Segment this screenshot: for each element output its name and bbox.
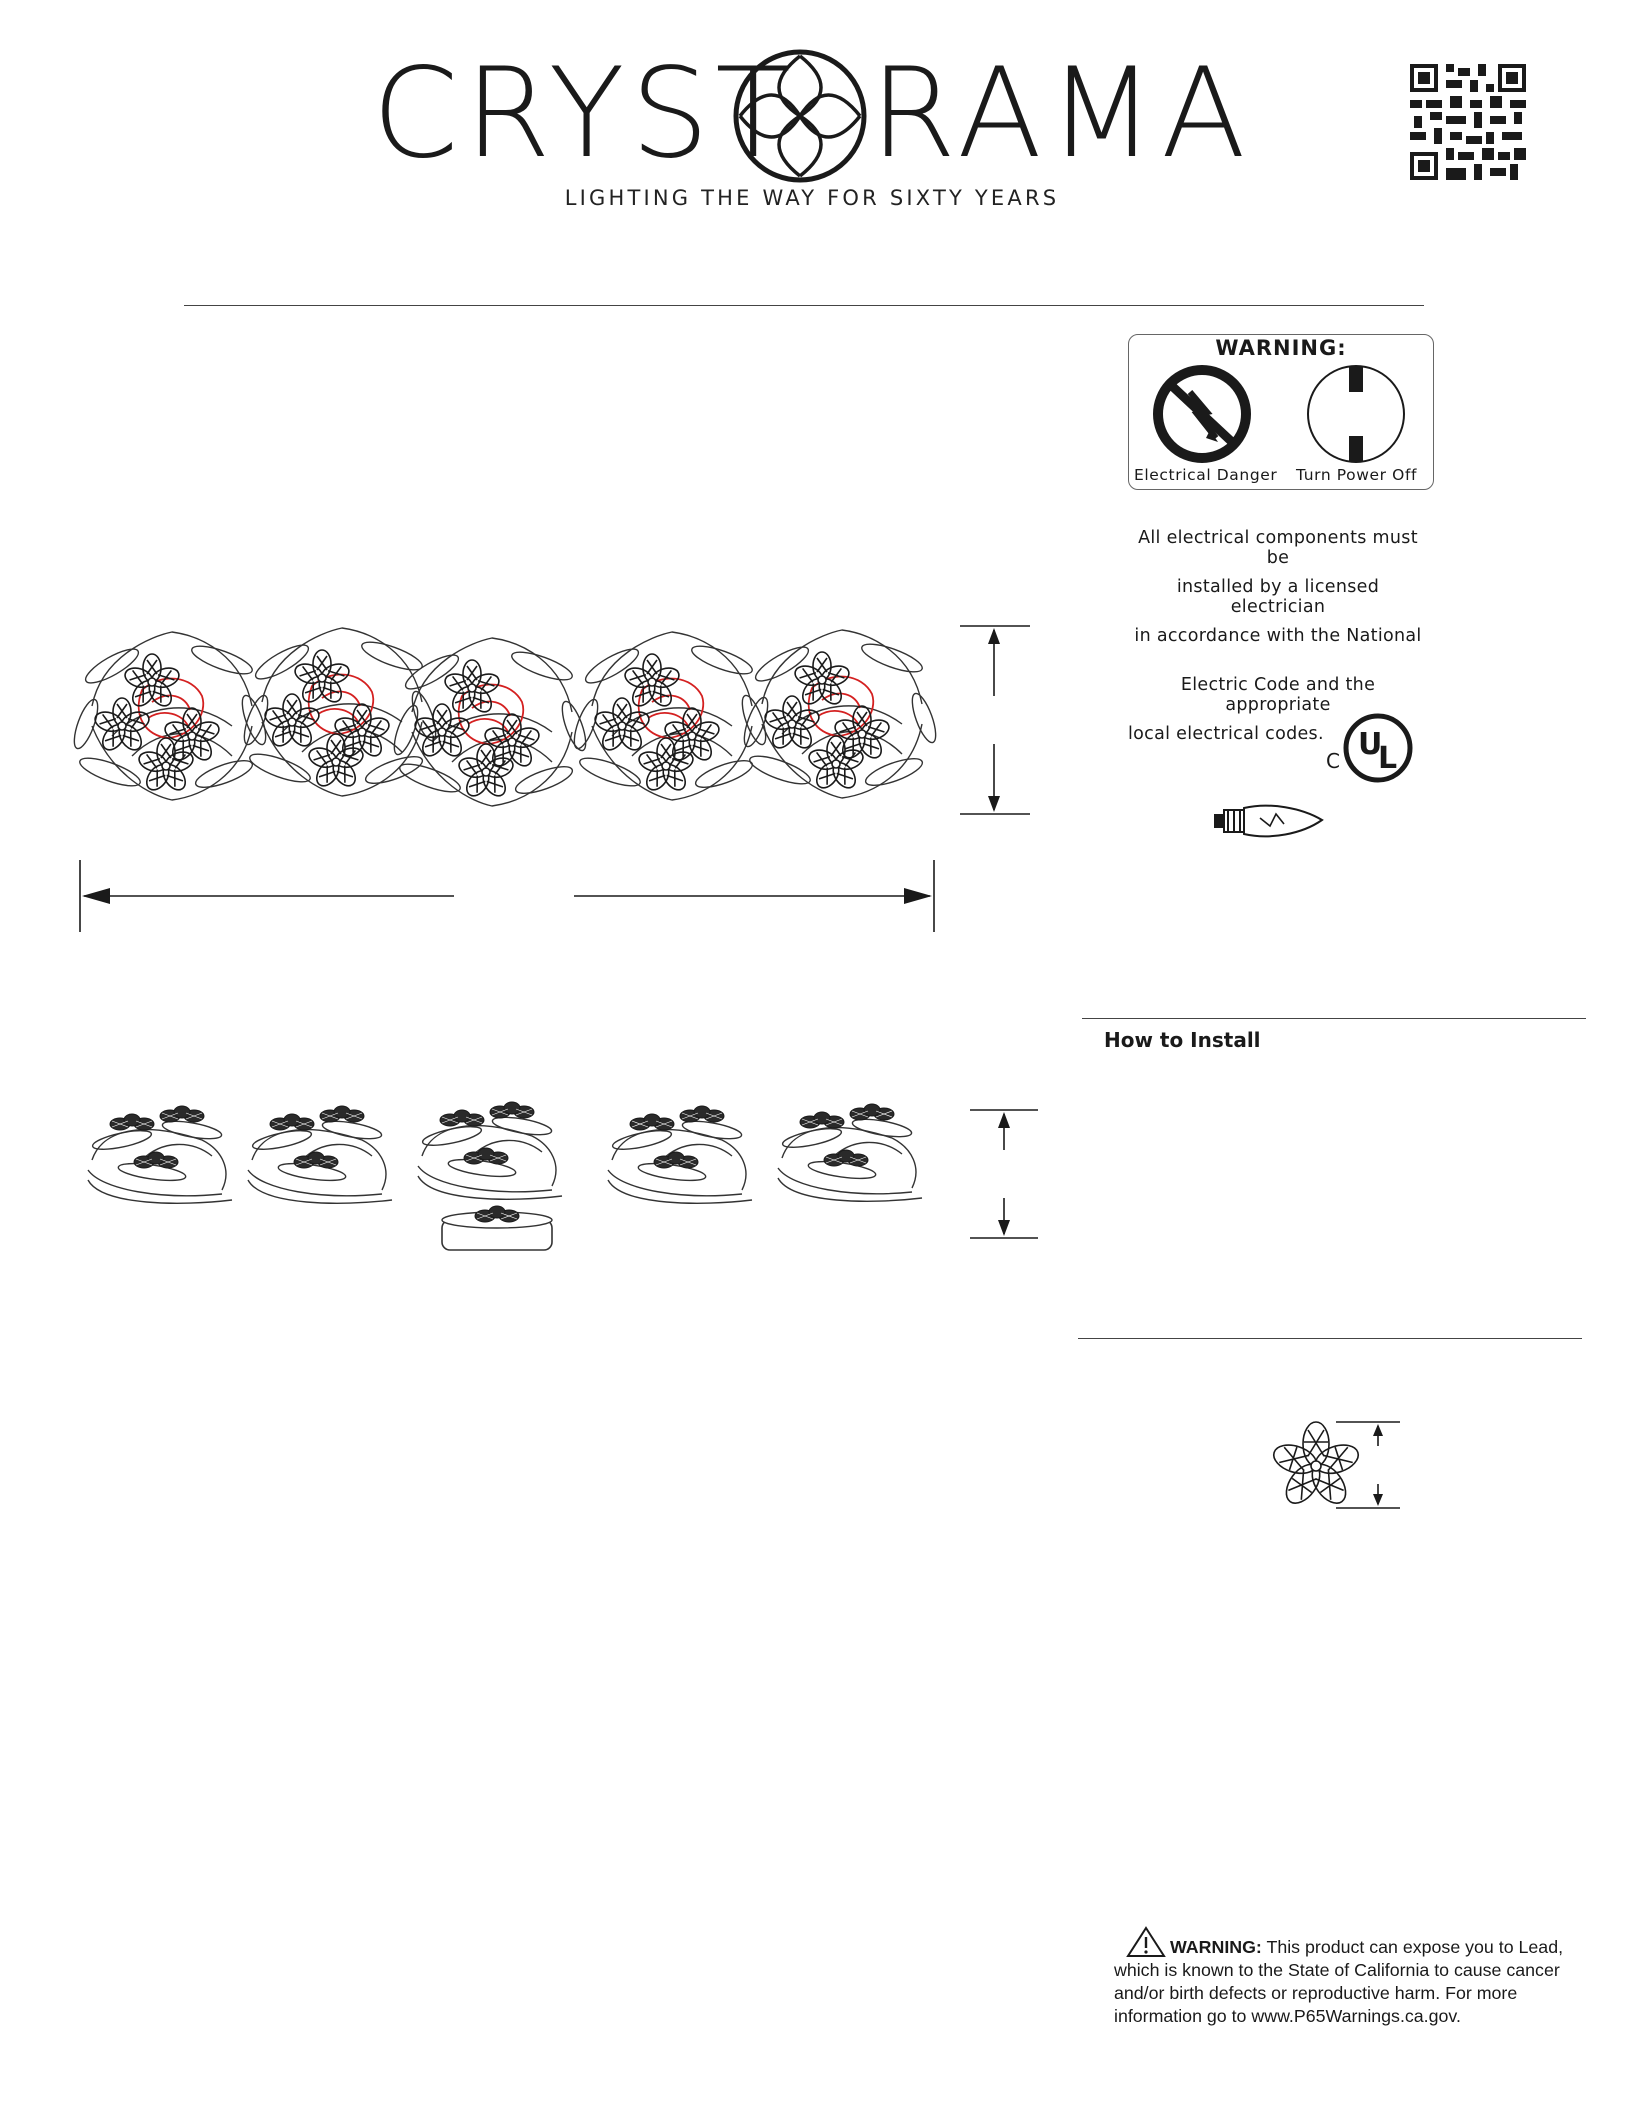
logo-emblem: [732, 48, 868, 184]
electrical-notice-line: All electrical components must be: [1138, 528, 1418, 568]
side-view-height-dimension: [966, 1104, 1042, 1244]
logo-wordmark-right: RAMA: [870, 42, 1252, 186]
prop65-warning: [1114, 1936, 1584, 2028]
fixture-front-view: [72, 616, 972, 816]
how-to-install-heading: How to Install: [1104, 1028, 1261, 1052]
header-divider: [184, 305, 1424, 306]
front-view-height-dimension: [954, 620, 1034, 820]
electrical-notice-line: Electric Code and the appropriate: [1180, 675, 1376, 715]
candelabra-bulb-icon: [1210, 800, 1326, 844]
ul-mark-l: L: [1378, 741, 1398, 776]
logo-tagline: LIGHTING THE WAY FOR SIXTY YEARS: [564, 186, 1060, 210]
ul-mark-c: C: [1326, 749, 1340, 773]
ul-mark-u: U: [1358, 727, 1383, 762]
width-dimension: [76, 856, 946, 936]
install-top-divider: [1082, 1018, 1586, 1019]
electrical-notice-line: in accordance with the National: [1134, 626, 1422, 646]
warning-panel-title: WARNING:: [1215, 336, 1347, 360]
electrical-danger-caption: Electrical Danger: [1134, 466, 1278, 484]
fixture-side-view: [72, 1100, 952, 1260]
prop65-text: This product can expose you to Lead, which is known to the State of California to cause cancer and/or birth defects or reproductive harm. For more information go to www.P65Warnings.ca.gov.: [1114, 1937, 1564, 2026]
electrical-danger-icon: [1152, 364, 1252, 464]
qr-code-icon: [1410, 64, 1526, 180]
electrical-notice-line: local electrical codes.: [1128, 724, 1324, 744]
electrical-notice-line: installed by a licensed electrician: [1176, 577, 1380, 617]
turn-power-off-caption: Turn Power Off: [1296, 466, 1418, 484]
ul-certification-icon: [1324, 710, 1414, 786]
turn-power-off-icon: [1306, 364, 1406, 464]
prop65-label: WARNING:: [1170, 1937, 1262, 1957]
install-bottom-divider: [1078, 1338, 1582, 1339]
logo-wordmark-left: CRYST: [372, 42, 798, 186]
crystal-flower-icon: [1266, 1418, 1412, 1518]
